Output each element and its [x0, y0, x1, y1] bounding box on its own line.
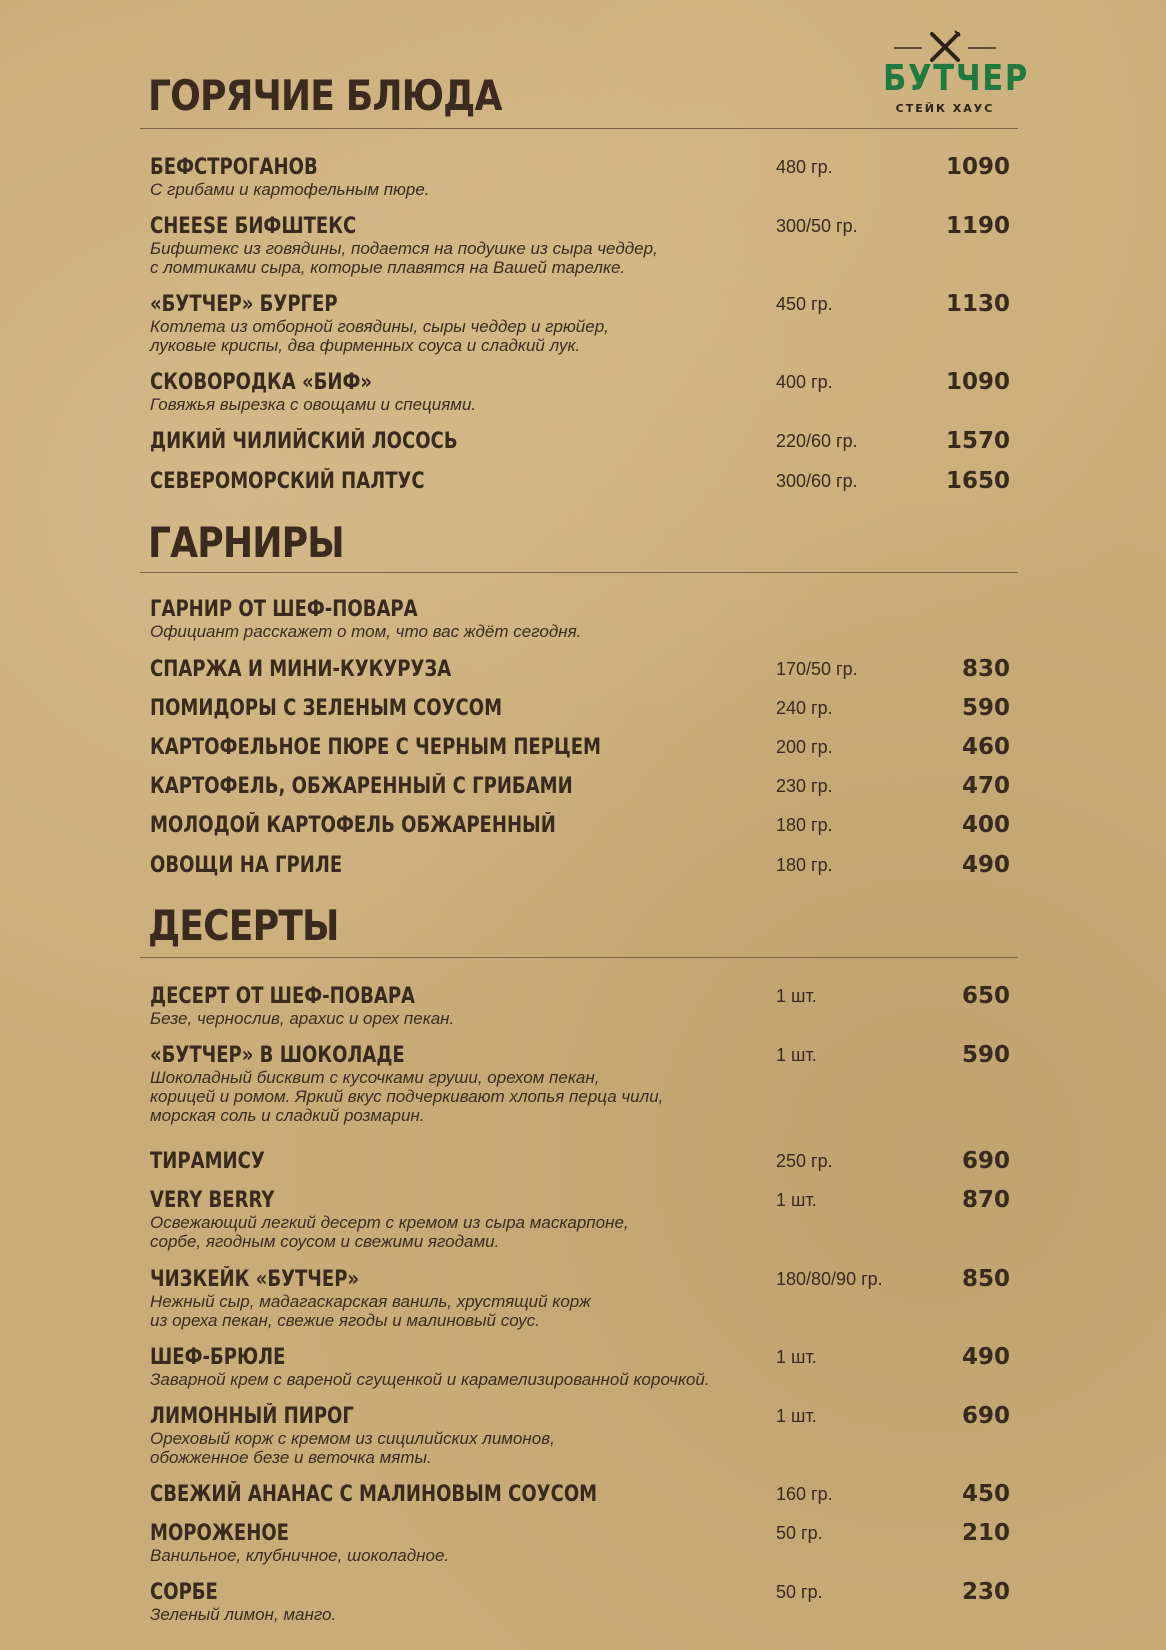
menu-item	[150, 429, 1010, 454]
item-price: 450	[961, 1481, 1010, 1507]
item-name: ОВОЩИ НА ГРИЛЕ	[150, 853, 343, 878]
item-weight: 230 гр.	[776, 776, 833, 796]
item-name: СВЕЖИЙ АНАНАС С МАЛИНОВЫМ СОУСОМ	[150, 1482, 598, 1507]
item-name: «БУТЧЕР» БУРГЕР	[150, 292, 338, 317]
menu-item	[150, 853, 1010, 878]
item-weight: 220/60 гр.	[776, 431, 858, 451]
item-weight: 170/50 гр.	[776, 659, 858, 679]
item-weight: 1 шт.	[776, 1045, 817, 1065]
menu-item	[150, 1404, 1010, 1467]
menu-item	[150, 813, 1010, 838]
menu-item	[150, 1267, 1010, 1330]
menu-item	[150, 469, 1010, 494]
item-description: Освежающий легкий десерт с кремом из сыра маскарпоне, сорбе, ягодным соусом и свежими ягодами.	[150, 1213, 629, 1251]
item-description: Бифштекс из говядины, подается на подушке из сыра чеддер, с ломтиками сыра, которые плавятся на Вашей тарелке.	[150, 239, 658, 277]
menu-item	[150, 214, 1010, 277]
item-price: 1190	[945, 213, 1010, 239]
item-weight: 240 гр.	[776, 698, 833, 718]
item-price: 650	[961, 983, 1010, 1009]
item-description: Шоколадный бисквит с кусочками груши, орехом пекан, корицей и ромом. Яркий вкус подчеркивают хлопья перца чили, морская соль и сладкий розмарин.	[150, 1068, 664, 1125]
item-price: 400	[961, 812, 1010, 838]
item-description: Заварной крем с вареной сгущенкой и карамелизированной корочкой.	[150, 1370, 710, 1389]
item-price: 470	[961, 773, 1010, 799]
item-name: ПОМИДОРЫ С ЗЕЛЕНЫМ СОУСОМ	[150, 696, 503, 721]
item-weight: 300/50 гр.	[776, 216, 858, 236]
menu-item	[150, 597, 1010, 641]
menu-item	[150, 1149, 1010, 1174]
item-name: МОРОЖЕНОЕ	[150, 1521, 290, 1546]
item-price: 1090	[945, 154, 1010, 180]
item-name: ЛИМОННЫЙ ПИРОГ	[150, 1404, 354, 1429]
item-description: Нежный сыр, мадагаскарская ваниль, хрустящий корж из ореха пекан, свежие ягоды и малиновый соус.	[150, 1292, 591, 1330]
item-name: ДЕСЕРТ ОТ ШЕФ-ПОВАРА	[150, 984, 416, 1009]
menu-item	[150, 155, 1010, 199]
menu-item	[150, 1043, 1010, 1125]
menu-item	[150, 370, 1010, 414]
item-description: Зеленый лимон, манго.	[150, 1605, 337, 1624]
item-weight: 180 гр.	[776, 855, 833, 875]
item-price: 460	[961, 734, 1010, 760]
section-divider	[140, 957, 1018, 958]
item-name: КАРТОФЕЛЬНОЕ ПЮРЕ С ЧЕРНЫМ ПЕРЦЕМ	[150, 735, 601, 760]
item-price: 1650	[945, 468, 1010, 494]
section-title-garnishes: ГАРНИРЫ	[148, 518, 344, 567]
item-price: 850	[961, 1266, 1010, 1292]
item-name: СОРБЕ	[150, 1580, 218, 1605]
item-description: Говяжья вырезка с овощами и специями.	[150, 395, 477, 414]
item-name: ШЕФ-БРЮЛЕ	[150, 1345, 286, 1370]
item-weight: 300/60 гр.	[776, 471, 858, 491]
item-name: CHEESE БИФШТЕКС	[150, 214, 357, 239]
item-name: БЕФСТРОГАНОВ	[150, 155, 318, 180]
item-price: 690	[961, 1148, 1010, 1174]
item-weight: 180 гр.	[776, 815, 833, 835]
item-price: 870	[961, 1187, 1010, 1213]
item-weight: 1 шт.	[776, 1406, 817, 1426]
section-divider	[140, 128, 1018, 129]
item-weight: 160 гр.	[776, 1484, 833, 1504]
item-weight: 1 шт.	[776, 1347, 817, 1367]
item-name: КАРТОФЕЛЬ, ОБЖАРЕННЫЙ С ГРИБАМИ	[150, 774, 573, 799]
item-weight: 1 шт.	[776, 1190, 817, 1210]
item-price: 590	[961, 695, 1010, 721]
item-price: 1090	[945, 369, 1010, 395]
logo-name: БУТЧЕР	[882, 58, 1030, 99]
item-price: 230	[961, 1579, 1010, 1605]
item-price: 1570	[945, 428, 1010, 454]
section-divider	[140, 572, 1018, 573]
logo-subtitle: СТЕЙК ХАУС	[895, 102, 995, 115]
item-weight: 480 гр.	[776, 157, 833, 177]
item-weight: 50 гр.	[776, 1582, 823, 1602]
item-price: 590	[961, 1042, 1010, 1068]
item-weight: 250 гр.	[776, 1151, 833, 1171]
item-price: 490	[961, 852, 1010, 878]
menu-item	[150, 696, 1010, 721]
item-weight: 400 гр.	[776, 372, 833, 392]
item-name: ЧИЗКЕЙК «БУТЧЕР»	[150, 1267, 360, 1292]
section-title-desserts: ДЕСЕРТЫ	[148, 901, 339, 950]
menu-item	[150, 1345, 1010, 1389]
item-price: 490	[961, 1344, 1010, 1370]
logo	[872, 28, 1030, 120]
item-name: СЕВЕРОМОРСКИЙ ПАЛТУС	[150, 469, 425, 494]
menu-item	[150, 657, 1010, 682]
item-name: ДИКИЙ ЧИЛИЙСКИЙ ЛОСОСЬ	[150, 429, 458, 454]
menu-item	[150, 774, 1010, 799]
menu-item	[150, 1188, 1010, 1251]
item-description: Безе, чернослив, арахис и орех пекан.	[150, 1009, 455, 1028]
item-description: Официант расскажет о том, что вас ждёт сегодня.	[150, 622, 582, 641]
menu-item	[150, 292, 1010, 355]
item-name: МОЛОДОЙ КАРТОФЕЛЬ ОБЖАРЕННЫЙ	[150, 813, 556, 838]
item-weight: 200 гр.	[776, 737, 833, 757]
item-weight: 450 гр.	[776, 294, 833, 314]
item-name: ТИРАМИСУ	[150, 1149, 265, 1174]
item-description: Ореховый корж с кремом из сицилийских лимонов, обожженное безе и веточка мяты.	[150, 1429, 555, 1467]
item-weight: 180/80/90 гр.	[776, 1269, 883, 1289]
item-weight: 50 гр.	[776, 1523, 823, 1543]
section-title-hot-dishes: ГОРЯЧИЕ БЛЮДА	[148, 71, 502, 120]
item-description: С грибами и картофельным пюре.	[150, 180, 430, 199]
menu-item	[150, 1580, 1010, 1624]
menu-item	[150, 1521, 1010, 1565]
item-price: 210	[961, 1520, 1010, 1546]
item-description: Ванильное, клубничное, шоколадное.	[150, 1546, 450, 1565]
item-name: СКОВОРОДКА «БИФ»	[150, 370, 373, 395]
menu-item	[150, 984, 1010, 1028]
item-description: Котлета из отборной говядины, сыры чеддер и грюйер, луковые криспы, два фирменных соуса и сладкий лук.	[150, 317, 609, 355]
item-name: СПАРЖА И МИНИ-КУКУРУЗА	[150, 657, 452, 682]
menu-item	[150, 735, 1010, 760]
item-name: «БУТЧЕР» В ШОКОЛАДЕ	[150, 1043, 405, 1068]
item-name: VERY BERRY	[150, 1188, 275, 1213]
menu-item	[150, 1482, 1010, 1507]
item-weight: 1 шт.	[776, 986, 817, 1006]
crossed-knife-fork-icon	[872, 28, 1018, 62]
item-price: 690	[961, 1403, 1010, 1429]
item-price: 830	[961, 656, 1010, 682]
item-price: 1130	[945, 291, 1010, 317]
item-name: ГАРНИР ОТ ШЕФ-ПОВАРА	[150, 597, 418, 622]
